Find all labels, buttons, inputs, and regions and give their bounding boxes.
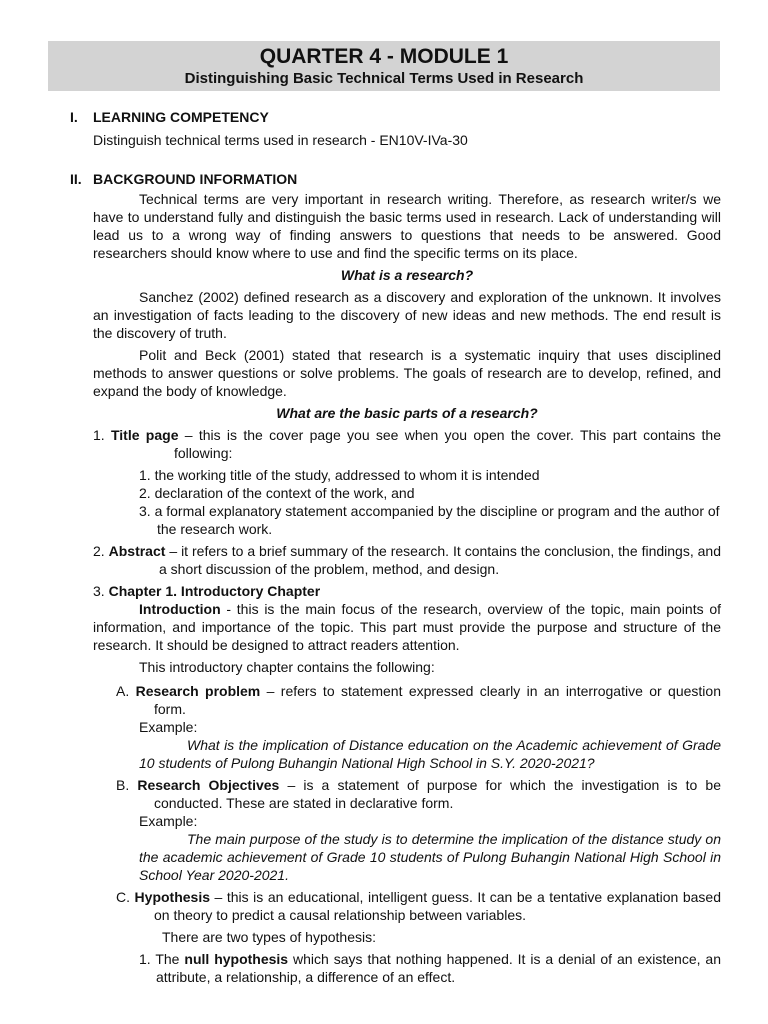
term-description: – refers to statement expressed clearly in an interrogative or question form. (154, 683, 721, 717)
term-research-objectives: Research Objectives (137, 777, 280, 793)
question-basic-parts: What are the basic parts of a research? (276, 405, 538, 421)
section-number: I. (70, 109, 78, 125)
term-description: – is a statement of purpose for which the investigation is to be conducted. These are stated in declarative form. (154, 777, 721, 811)
document-body (70, 108, 721, 986)
example-research-objectives: The main purpose of the study is to determine the implication of the distance study on the academic achievement of Grade 10 students of Pulong Buhangin National High School in School Year 2020-2021. (139, 831, 721, 883)
list-number: 2. (93, 543, 105, 559)
question-what-is-research: What is a research? (340, 267, 474, 283)
term-description: – this is an educational, intelligent guess. It can be a tentative explanation based on theory to predict a causal relationship between variables. (154, 889, 722, 923)
term-description: – this is the cover page you see when you open the cover. This part contains the following: (174, 427, 722, 461)
example-label: Example: (139, 719, 198, 735)
list-number: 3. (93, 583, 105, 599)
item-label: C. (116, 889, 130, 905)
example-research-problem: What is the implication of Distance education on the Academic achievement of Grade 10 students of Pulong Buhangin National High School in S.Y. 2020-2021? (139, 737, 721, 771)
background-intro: Technical terms are very important in research writing. Therefore, as research writer/s we have to understand fully and distinguish the basic terms used in research. Lack of understanding will lead us to a wrong way of finding answers to questions that needs to be answered. Good researchers should know where to use and find the specific terms on its place. (93, 191, 721, 261)
list-item-title-page (70, 426, 721, 462)
competency-text: Distinguish technical terms used in research - EN10V-IVa-30 (93, 132, 468, 148)
section-learning-competency (70, 108, 721, 126)
term-hypothesis: Hypothesis (134, 889, 211, 905)
item-hypothesis (70, 888, 721, 924)
item-research-objectives (70, 776, 721, 812)
example-label: Example: (139, 813, 198, 829)
hypothesis-types: There are two types of hypothesis: (162, 929, 376, 945)
term-description: which says that nothing happened. It is a denial of an existence, an attribute, a relationship, a difference of an effect. (156, 951, 721, 985)
title-page-sublist (70, 466, 721, 538)
list-item-abstract (70, 542, 721, 578)
term-introduction: Introduction (139, 601, 221, 617)
list-number: 1. (93, 427, 105, 443)
paragraph-polit-beck: Polit and Beck (2001) stated that research is a systematic inquiry that uses disciplined methods to answer questions or solve problems. The goals of research are to develop, refined, and expand the body of knowledge. (93, 347, 721, 399)
section-heading: BACKGROUND INFORMATION (93, 171, 298, 187)
term-abstract: Abstract (108, 543, 166, 559)
list-item: 3. a formal explanatory statement accompanied by the discipline or program and the author of the research work. (139, 503, 720, 537)
item-null-hypothesis (70, 950, 721, 986)
paragraph-introduction (70, 600, 721, 654)
list-number: 1. The (139, 951, 185, 967)
list-item: 1. the working title of the study, addressed to whom it is intended (139, 467, 540, 483)
paragraph-sanchez: Sanchez (2002) defined research as a discovery and exploration of the unknown. It involves an investigation of facts leading to the discovery of new ideas and new methods. The end result is the discovery of truth. (93, 289, 721, 341)
list-item-chapter-1 (70, 582, 721, 600)
term-research-problem: Research problem (135, 683, 261, 699)
term-description: - this is the main focus of the research, overview of the topic, main points of information, and importance of the topic. This part must provide the purpose and structure of the research. It should be designed to attract readers attention. (93, 601, 721, 653)
section-heading: LEARNING COMPETENCY (93, 109, 269, 125)
term-title-page: Title page (110, 427, 179, 443)
item-label: B. (116, 777, 130, 793)
list-item: 2. declaration of the context of the work, and (139, 485, 415, 501)
section-background (70, 170, 721, 188)
item-label: A. (116, 683, 130, 699)
page-subtitle: Distinguishing Basic Technical Terms Used in Research (184, 70, 584, 87)
term-description: – it refers to a brief summary of the research. It contains the conclusion, the findings, and a short discussion of the problem, method, and design. (159, 543, 721, 577)
term-null-hypothesis: null hypothesis (184, 951, 289, 967)
title-banner (48, 41, 720, 91)
item-research-problem (70, 682, 721, 718)
term-chapter-1: Chapter 1. Introductory Chapter (108, 583, 321, 599)
chapter-contains: This introductory chapter contains the following: (139, 659, 435, 675)
page-title: QUARTER 4 - MODULE 1 (259, 45, 509, 68)
section-number: II. (70, 171, 82, 187)
